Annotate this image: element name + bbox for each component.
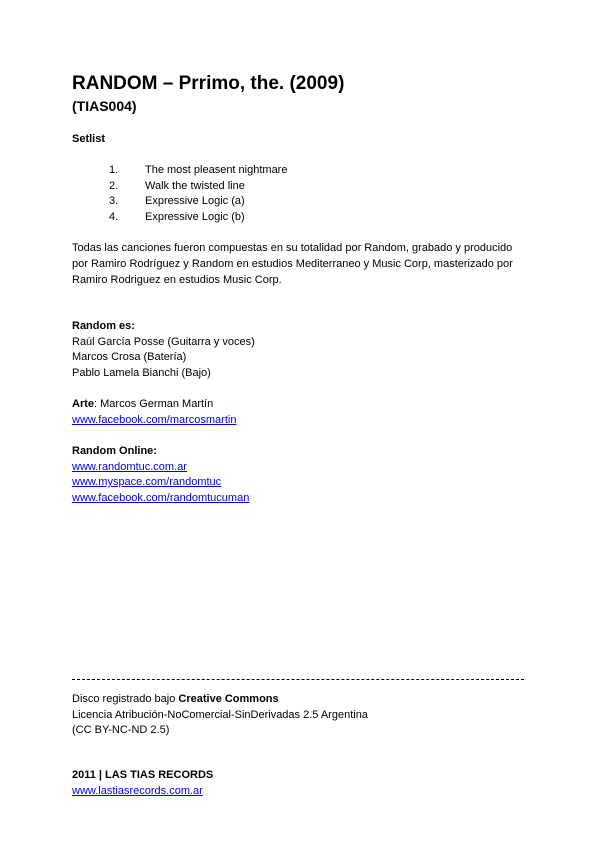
setlist-item-number: 4.: [109, 210, 119, 223]
license-section: [72, 692, 368, 739]
setlist-item-title: The most pleasent nightmare: [145, 164, 288, 176]
label-website-link[interactable]: www.lastiasrecords.com.ar: [72, 785, 203, 797]
catalog-number: (TIAS004): [72, 98, 137, 114]
license-prefix: Disco registrado bajo: [72, 693, 179, 705]
footer-label: 2011 | LAS TIAS RECORDS: [72, 769, 214, 781]
setlist-heading: Setlist: [72, 133, 106, 145]
license-line-2: Licencia Atribución-NoComercial-SinDerivadas 2.5 Argentina: [72, 708, 368, 721]
setlist-item-title: Expressive Logic (a): [145, 195, 245, 207]
art-value: : Marcos German Martín: [94, 398, 214, 410]
art-facebook-link[interactable]: www.facebook.com/marcosmartin: [72, 413, 237, 426]
online-section: [72, 444, 249, 506]
setlist-item-title: Walk the twisted line: [145, 179, 245, 192]
online-heading: Random Online:: [72, 445, 157, 457]
license-line-1: [72, 692, 368, 708]
art-label: Arte: [72, 398, 95, 410]
myspace-link[interactable]: www.myspace.com/randomtuc: [72, 476, 222, 488]
setlist-item-number: 1.: [109, 164, 119, 176]
art-credit: [72, 397, 236, 413]
setlist-item-number: 3.: [109, 195, 119, 207]
setlist-item-title: Expressive Logic (b): [145, 210, 245, 223]
license-name: Creative Commons: [178, 693, 279, 705]
member-item: Marcos Crosa (Batería): [72, 351, 187, 363]
credits-paragraph: Todas las canciones fueron compuestas en su totalidad por Random, grabado y producido por Ramiro Rodríguez y Random en estudios Mediterraneo y Music Corp, masterizado por Ramiro Rodriguez en estudios Music Corp.: [72, 242, 513, 286]
member-item: Raúl García Posse (Guitarra y voces): [72, 335, 255, 348]
members-heading: Random es:: [72, 320, 135, 332]
member-item: Pablo Lamela Bianchi (Bajo): [72, 366, 211, 379]
dashed-divider: [72, 679, 524, 680]
license-line-3: (CC BY-NC-ND 2.5): [72, 724, 170, 736]
facebook-link[interactable]: www.facebook.com/randomtucuman: [72, 491, 250, 504]
setlist-item-number: 2.: [109, 179, 119, 192]
members-section: [72, 319, 255, 381]
website-link[interactable]: www.randomtuc.com.ar: [72, 460, 187, 473]
art-section: [72, 397, 236, 428]
album-title: RANDOM – Prrimo, the. (2009): [72, 73, 345, 94]
